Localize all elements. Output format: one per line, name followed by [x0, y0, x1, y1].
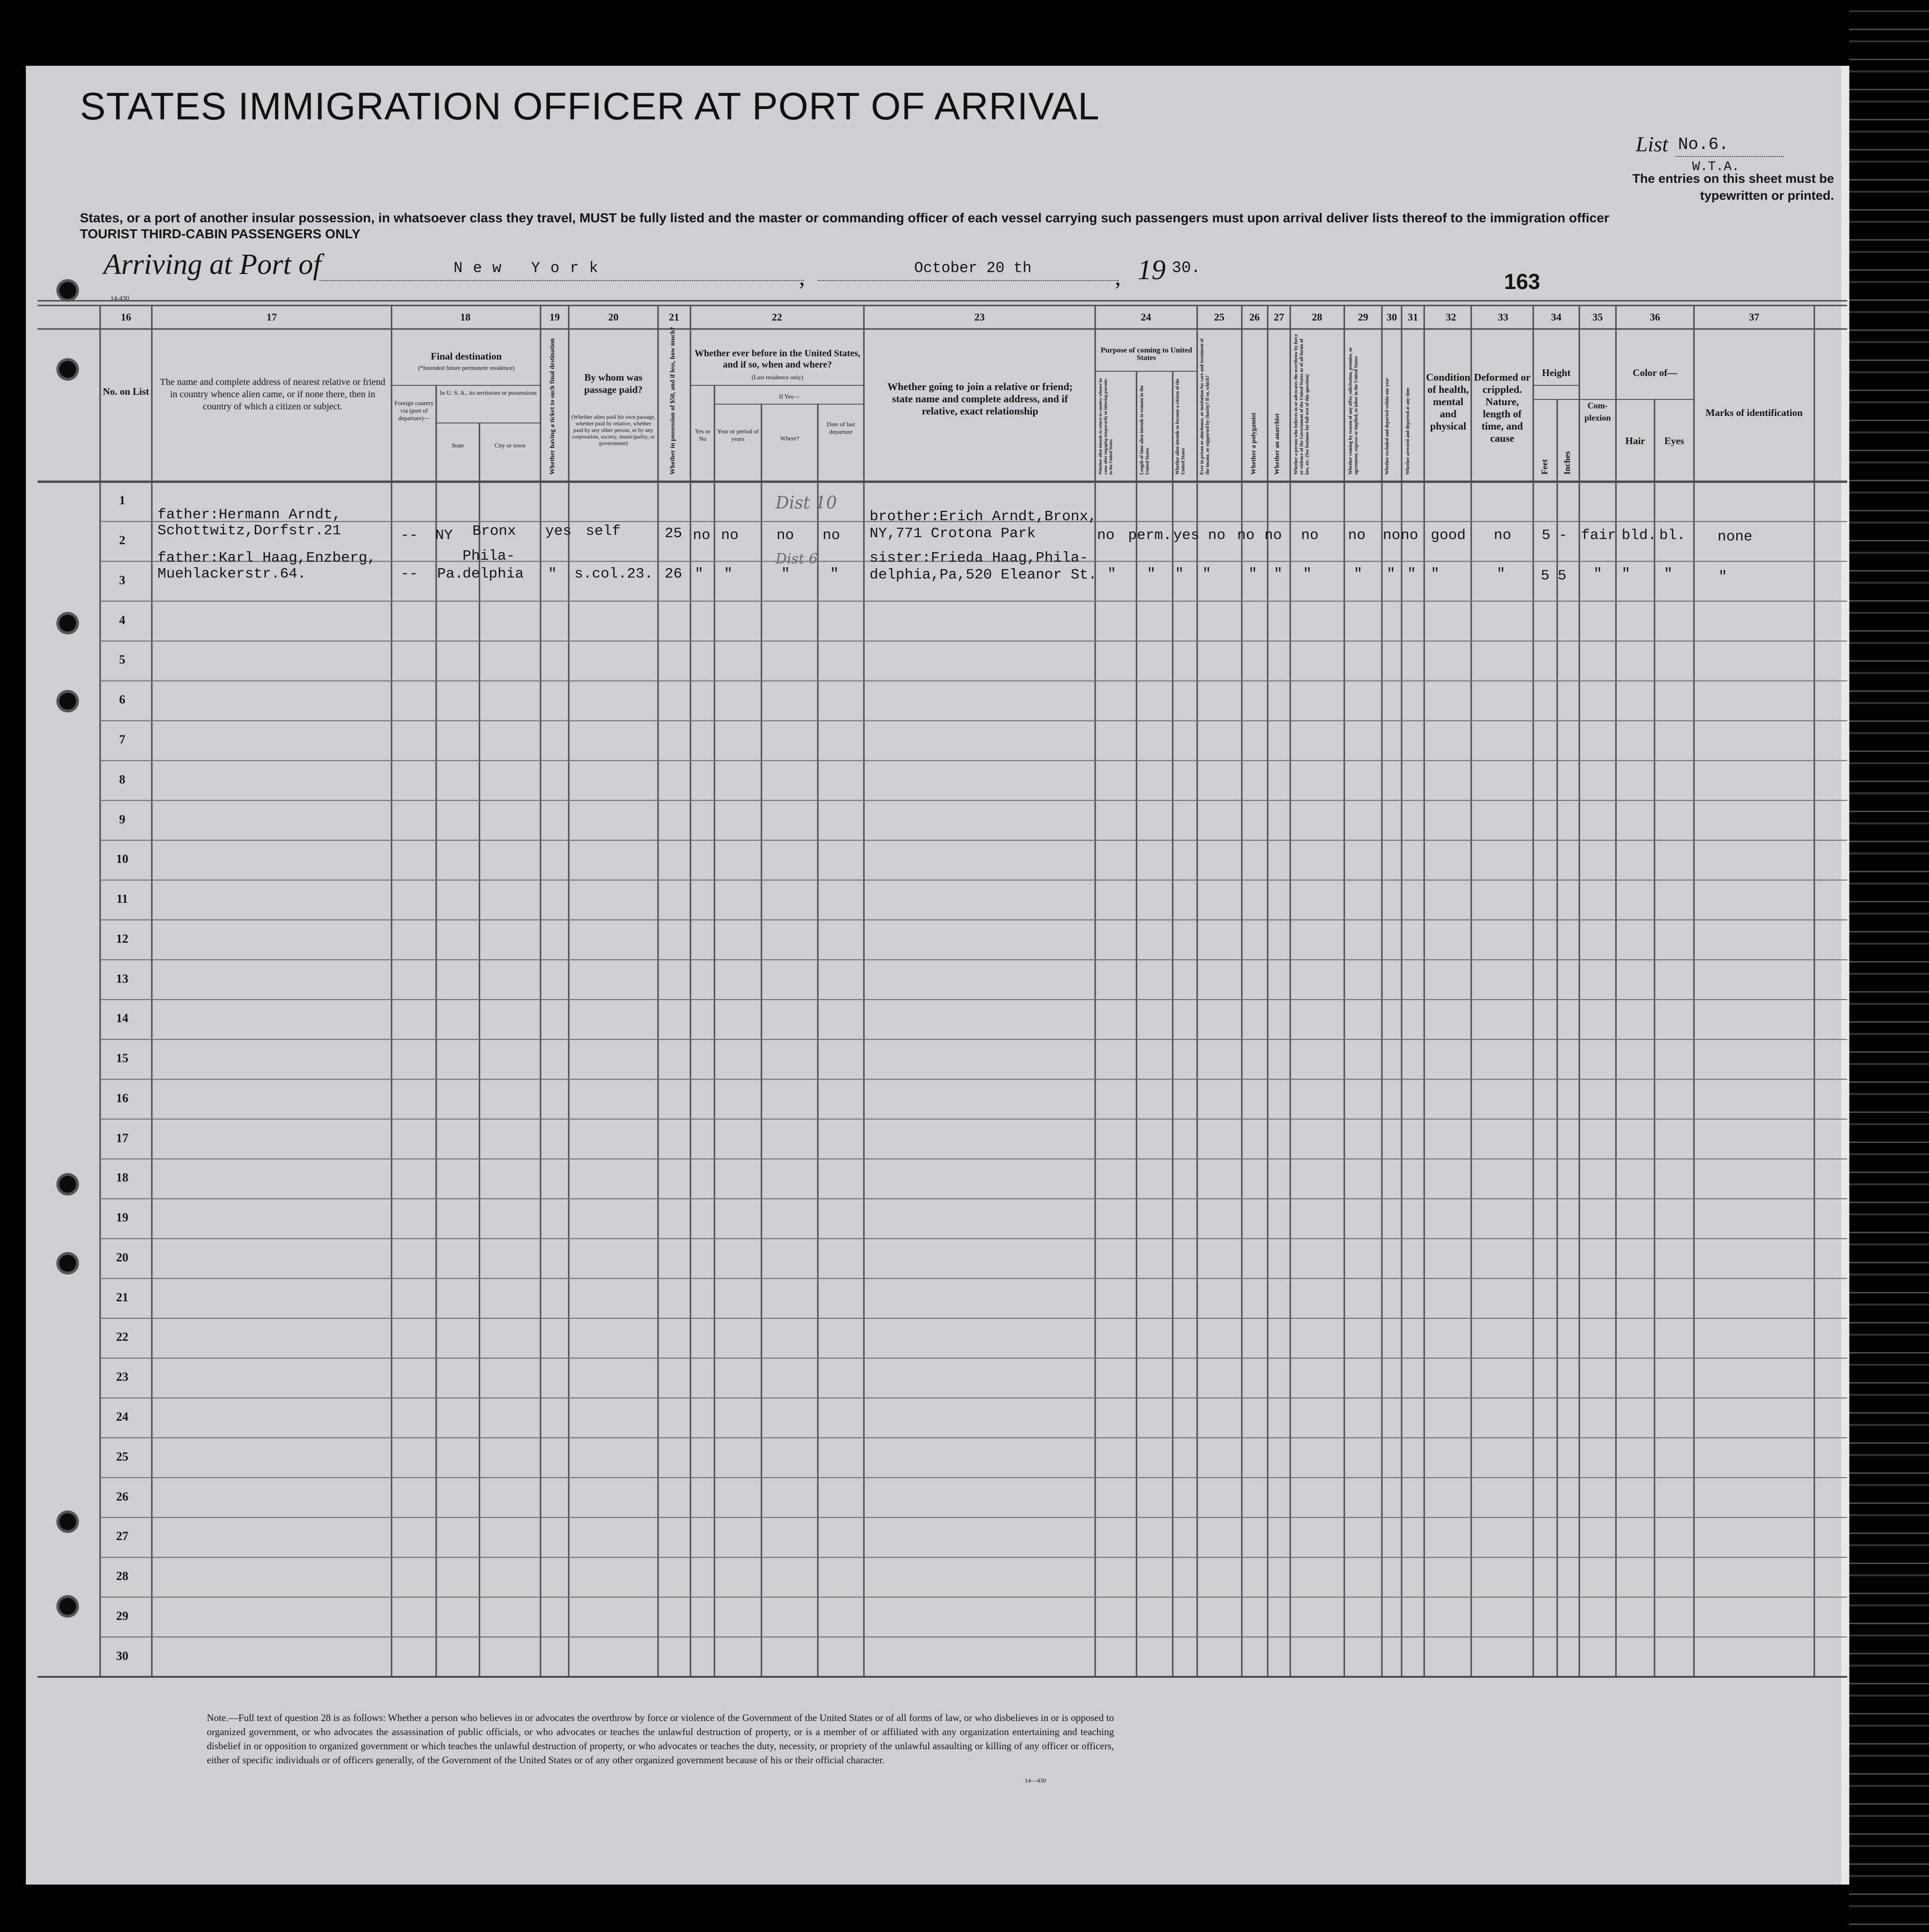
header-before-in-us: Whether ever before in the United States, and if so, when and where?: [694, 348, 861, 370]
column-number: 32: [1446, 311, 1456, 323]
footnote-code: 14—430: [1025, 1777, 1046, 1784]
header-feet: Feet: [1540, 459, 1549, 475]
row-number: 27: [116, 1529, 128, 1543]
row-number: 24: [116, 1410, 128, 1424]
row2-arrested: ": [1407, 566, 1416, 582]
header-excluded: Whether excluded and deported within one year: [1385, 378, 1390, 475]
row2-anarchist: ": [1274, 566, 1283, 582]
row-number: 13: [116, 971, 128, 986]
header-yes-no: Yes or No: [695, 428, 711, 442]
column-number: 24: [1141, 311, 1151, 323]
header-passage-paid-note: (Whether alien paid his own passage, whether paid by relative, whether paid by any other person, or by any corporation, society, municipality, or government): [571, 414, 656, 446]
column-number: 16: [121, 311, 131, 323]
row1-overthrow: no: [1301, 527, 1319, 544]
row1-feet: 5: [1542, 527, 1551, 544]
row1-complexion: fair: [1581, 527, 1616, 544]
row-number: 19: [116, 1211, 128, 1225]
row1-join-line1: brother:Erich Arndt,Bronx,: [870, 508, 1097, 525]
row1-eyes: bl.: [1659, 527, 1686, 544]
row2-complexion: ": [1593, 566, 1602, 582]
row-number: 20: [116, 1250, 128, 1264]
row-number: 17: [116, 1131, 128, 1145]
row-number: 9: [119, 812, 125, 826]
row2-deformed: ": [1497, 566, 1506, 582]
row-number: 5: [119, 653, 125, 667]
row2-where: ": [781, 566, 790, 582]
header-if-yes: If Yes—: [779, 393, 800, 400]
footnote: Note.—Full text of question 28 is as follows: Whether a person who believes in or advocates the overthrow by force or violence of the Government of the United States or of all forms of law, or who disbelieves in or is opposed to organized government, or who advocates the assassination of public officials, or who advocates or teaches the unlawful destruction of property, or is a member of or affiliated with any organization entertaining and teaching disbelief in or opposition to organized government or which teaches the unlawful destruction of property, or who advocates or teaches the duty, necessity, or propriety of the unlawful assaulting or killing of any officer or officers, either of specific individuals or of officers generally, of the Government of the United States or of any other organized government because of his or their official character.: [207, 1712, 1114, 1766]
row-number: 2: [119, 533, 125, 548]
header-length-of-stay: Length of time alien intends to remain in the United States: [1139, 385, 1150, 475]
header-height: Height: [1542, 367, 1571, 378]
punch-hole: [59, 1255, 76, 1272]
row-number: 10: [116, 852, 128, 866]
header-final-destination-note: (*Intended future permanent residence): [418, 364, 515, 371]
column-number: 34: [1551, 311, 1561, 323]
row2-length-of-stay: ": [1147, 566, 1156, 582]
row2-join-line2: delphia,Pa,520 Eleanor St.: [870, 567, 1097, 583]
row1-polygamist: no: [1237, 527, 1255, 544]
header-join-relative: Whether going to join a relative or friend; state name and complete address, and if relative, exact relationship: [887, 381, 1073, 417]
header-color: Color of—: [1632, 367, 1678, 378]
list-instruction: The entries on this sheet must be typewritten or printed.: [1632, 172, 1834, 203]
row-number: 4: [119, 613, 125, 627]
row1-money: 25: [665, 525, 682, 542]
header-labor-offer: Whether coming by reason of any offer, solicitation, promise, or agreement, express or implied, to labor in the United States: [1348, 347, 1359, 475]
header-deformed: Deformed or crippled. Nature, length of time, and cause: [1474, 371, 1531, 444]
row1-prison: no: [1208, 527, 1226, 544]
header-in-usa: In U. S. A., its territories or possessions: [439, 389, 537, 396]
header-overthrow: Whether a person who believes in or advocates the overthrow by force or violence of the Government of the United States or of all forms of law, etc. (See footnote for full text of this question): [1294, 334, 1310, 475]
row-number: 1: [119, 493, 125, 508]
header-polygamist: Whether a polygamist: [1250, 413, 1257, 475]
header-complexion: Com-plexion: [1584, 401, 1611, 422]
column-number: 19: [549, 311, 560, 323]
header-city: City or town: [494, 442, 525, 449]
row1-citizen-intent: yes: [1173, 527, 1200, 544]
row1-before: no: [693, 527, 711, 544]
header-purpose: Purpose of coming to United States: [1100, 346, 1192, 362]
column-number: 21: [669, 311, 679, 323]
row1-deformed: no: [1494, 527, 1512, 544]
header-hair: Hair: [1625, 435, 1645, 446]
row1-length-of-stay: perm.: [1128, 527, 1172, 544]
row-number: 30: [116, 1649, 128, 1663]
row-number: 18: [116, 1171, 128, 1185]
row2-marks: ": [1718, 569, 1727, 585]
header-anarchist: Whether an anarchist: [1274, 413, 1281, 475]
row1-hair: bld.: [1622, 527, 1657, 544]
row-number: 12: [116, 931, 128, 946]
row1-paid: self: [586, 523, 621, 540]
header-state: State: [452, 442, 464, 449]
row2-health: ": [1431, 566, 1440, 582]
row1-city: Bronx: [472, 523, 517, 540]
row2-departure: ": [830, 566, 839, 582]
row-number: 6: [119, 693, 125, 707]
column-number: 37: [1749, 311, 1759, 323]
header-foreign-country: Foreign country via (port of departure)—: [394, 399, 434, 422]
header-passage-paid: By whom was passage paid?: [584, 372, 643, 395]
column-number: 29: [1358, 311, 1368, 323]
column-number: 28: [1312, 311, 1322, 323]
punch-hole: [59, 615, 76, 632]
year-prefix: 19: [1137, 254, 1166, 285]
row1-relative-line2: Schottwitz,Dorfstr.21: [157, 523, 341, 539]
row1-ticket: yes: [545, 523, 572, 540]
subtitle-line: States, or a port of another insular possession, in whatsoever class they travel, MUST be fully listed and the master or commanding officer of each vessel carrying such passengers must upon arrival deliver lists thereof to the immigration officer: [80, 211, 1609, 225]
row2-before: ": [695, 566, 704, 582]
row2-ticket: ": [548, 566, 557, 582]
header-inches: Inches: [1562, 451, 1572, 475]
row1-health: good: [1431, 527, 1466, 544]
row-number: 3: [119, 573, 125, 587]
header-last-residence: (Last residence only): [752, 374, 803, 381]
row1-excluded: no: [1383, 527, 1401, 544]
header-where: Where?: [780, 435, 800, 442]
row2-state: Pa.: [437, 566, 463, 582]
row2-relative-line1: father:Karl Haag,Enzberg,: [157, 550, 376, 566]
comma: ,: [799, 264, 805, 290]
header-final-destination: Final destination: [431, 351, 502, 362]
column-number: 17: [267, 311, 277, 323]
row2-return-intent: ": [1107, 566, 1116, 582]
page-number: 163: [1504, 269, 1540, 294]
row1-year: no: [721, 527, 739, 544]
row1-handwritten-note: Dist 10: [776, 493, 837, 513]
header-eyes: Eyes: [1664, 435, 1684, 446]
column-number: 25: [1214, 311, 1224, 323]
header-marks: Marks of identification: [1705, 407, 1803, 418]
row2-overthrow: ": [1303, 566, 1312, 582]
column-number: 35: [1592, 311, 1603, 323]
header-prison: Ever in prison or almshouse, or institution for care and treatment of the insane, or supported by charity? If so, which?: [1200, 338, 1210, 475]
row-number: 25: [116, 1449, 128, 1463]
row1-inches: -: [1559, 527, 1568, 544]
row-number: 15: [116, 1051, 128, 1065]
page-title: STATES IMMIGRATION OFFICER AT PORT OF ARRIVAL: [80, 85, 1100, 128]
row2-city-line2: delphia: [463, 566, 524, 582]
row2-inches: 5: [1558, 568, 1567, 584]
header-year: Year or period of years: [717, 428, 759, 442]
row2-money: 26: [665, 566, 682, 582]
column-number: 27: [1274, 311, 1284, 323]
row1-arrested: no: [1401, 527, 1419, 544]
row2-citizen-intent: ": [1175, 566, 1184, 582]
punch-hole: [59, 693, 76, 710]
header-money: Whether in possession of $50, and if less, how much?: [669, 327, 676, 475]
form-number: 14-430: [110, 295, 129, 302]
row1-foreign: --: [400, 527, 418, 544]
row1-return-intent: no: [1097, 527, 1115, 544]
port-value: New York: [454, 259, 609, 277]
comma: ,: [1115, 264, 1121, 290]
header-health: Condition of health, mental and physical: [1426, 371, 1471, 432]
row2-hair: ": [1622, 566, 1631, 582]
row-number: 7: [119, 732, 125, 746]
row2-paid: s.col.23.: [574, 566, 653, 582]
punch-hole: [59, 1513, 76, 1530]
row1-departure: no: [823, 527, 840, 544]
row2-city-line1: Phila-: [463, 548, 515, 564]
row2-year: ": [724, 566, 733, 582]
header-relative-address: The name and complete address of nearest relative or friend in country whence alien came, or if none there, then in country of which a citizen or subject.: [160, 377, 385, 412]
row1-where: no: [776, 527, 794, 544]
column-number: 26: [1249, 311, 1260, 323]
column-number: 30: [1387, 311, 1397, 323]
column-number: 33: [1498, 311, 1508, 323]
row2-polygamist: ": [1248, 566, 1257, 582]
arriving-label: Arriving at Port of: [103, 249, 322, 281]
row2-relative-line2: Muehlackerstr.64.: [157, 566, 306, 582]
header-ticket: Whether having a ticket to such final destination: [549, 338, 556, 475]
row-number: 28: [116, 1569, 128, 1583]
row2-feet: 5: [1541, 568, 1550, 584]
list-number: No.6.: [1678, 135, 1729, 154]
punch-hole: [59, 1176, 76, 1193]
column-number: 20: [608, 311, 619, 323]
punch-hole: [59, 1598, 76, 1615]
date-value: October 20 th: [914, 259, 1032, 277]
row2-prison: ": [1202, 566, 1211, 582]
row-number: 21: [116, 1290, 128, 1304]
row-number: 11: [116, 892, 128, 906]
row2-eyes: ": [1664, 566, 1673, 582]
row-number: 16: [116, 1091, 128, 1105]
header-citizen-intent: Whether alien intends to become a citizen of the United States: [1175, 378, 1186, 475]
punch-hole: [59, 361, 76, 378]
row2-labor-offer: ": [1354, 566, 1363, 582]
column-number: 31: [1408, 311, 1418, 323]
column-number: 36: [1650, 311, 1660, 323]
header-last-departure: Date of last departure: [827, 421, 855, 435]
row-number: 23: [116, 1370, 128, 1384]
subtitle-class: TOURIST THIRD-CABIN PASSENGERS ONLY: [80, 227, 361, 241]
column-number: 18: [460, 311, 470, 323]
row-number: 8: [119, 772, 125, 786]
row-number: 26: [116, 1489, 128, 1503]
row1-labor-offer: no: [1348, 527, 1366, 544]
row-number: 22: [116, 1330, 128, 1344]
row-number: 14: [116, 1011, 128, 1025]
row1-marks: none: [1717, 529, 1753, 545]
row-number: 29: [116, 1609, 128, 1623]
punch-hole: [59, 282, 76, 299]
row2-join-line1: sister:Frieda Haag,Phila-: [870, 550, 1089, 566]
list-class: W.T.A.: [1692, 160, 1740, 174]
column-number: 23: [974, 311, 985, 323]
header-no-on-list: No. on List: [102, 386, 149, 397]
row1-state: NY: [435, 527, 453, 544]
row1-join-line2: NY,771 Crotona Park: [870, 525, 1036, 542]
year-suffix: 30.: [1172, 259, 1201, 277]
row2-handwritten-note: Dist 6: [776, 551, 818, 567]
header-return-intent: Whether alien intends to return to country whence he came after engaging temporarily in laboring pursuits in the United States: [1098, 378, 1113, 475]
row2-foreign: --: [400, 566, 418, 582]
row1-relative-line1: father:Hermann Arndt,: [157, 507, 341, 523]
row1-anarchist: no: [1264, 527, 1282, 544]
column-number: 22: [772, 311, 782, 323]
header-arrested: Whether arrested and deported at any time: [1405, 387, 1411, 475]
list-label: List: [1636, 132, 1669, 156]
row2-excluded: ": [1387, 566, 1396, 582]
